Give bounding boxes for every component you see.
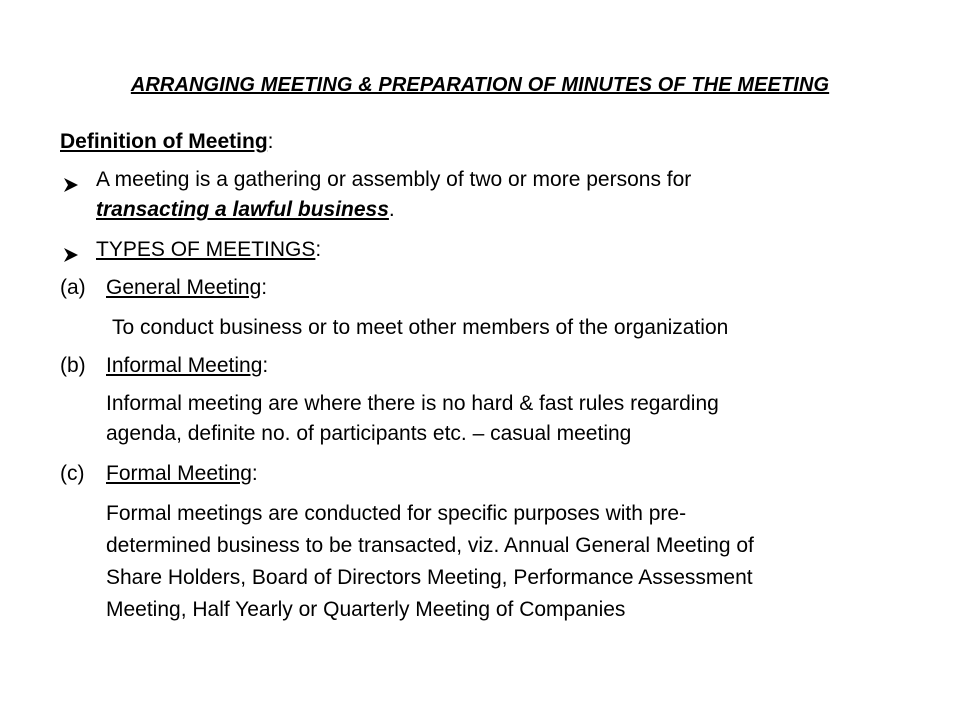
type-c-heading: Formal Meeting	[106, 462, 252, 485]
definition-colon: :	[267, 130, 274, 153]
type-a-heading-line	[106, 274, 267, 302]
bullet1-line2	[96, 196, 395, 224]
type-b-heading-line	[106, 352, 268, 380]
type-a-colon: :	[261, 276, 268, 299]
type-b-description-line1: Informal meeting are where there is no hard & fast rules regarding	[106, 392, 719, 415]
types-colon: :	[315, 238, 322, 261]
type-c-description-line4: Meeting, Half Yearly or Quarterly Meeting of Companies	[106, 598, 626, 621]
type-c-description-line3: Share Holders, Board of Directors Meeting, Performance Assessment	[106, 566, 753, 589]
slide-title: ARRANGING MEETING & PREPARATION OF MINUTES OF THE MEETING	[130, 74, 830, 96]
type-a-label: (a)	[60, 276, 86, 299]
type-c-colon: :	[251, 462, 258, 485]
type-c-description-line1: Formal meetings are conducted for specific purposes with pre-	[106, 502, 687, 525]
types-heading-line	[96, 236, 321, 264]
types-heading: TYPES OF MEETINGS	[96, 238, 316, 261]
arrow-bullet-icon	[62, 240, 80, 268]
type-b-description-line2: agenda, definite no. of participants etc. – casual meeting	[106, 422, 632, 445]
bullet1-line1: A meeting is a gathering or assembly of two or more persons for	[96, 168, 692, 191]
arrow-bullet-icon	[62, 170, 80, 198]
type-c-description-line2: determined business to be transacted, viz. Annual General Meeting of	[106, 534, 754, 557]
type-b-label: (b)	[60, 354, 86, 377]
definition-heading: Definition of Meeting	[60, 130, 268, 153]
bullet1-period: .	[388, 198, 395, 221]
type-c-label: (c)	[60, 462, 85, 485]
type-a-description: To conduct business or to meet other members of the organization	[112, 316, 729, 339]
definition-heading-line	[60, 128, 274, 156]
type-c-heading-line	[106, 460, 258, 488]
type-b-heading: Informal Meeting	[106, 354, 263, 377]
type-a-heading: General Meeting	[106, 276, 262, 299]
bullet1-emphasis: transacting a lawful business	[96, 198, 389, 221]
type-b-colon: :	[262, 354, 269, 377]
